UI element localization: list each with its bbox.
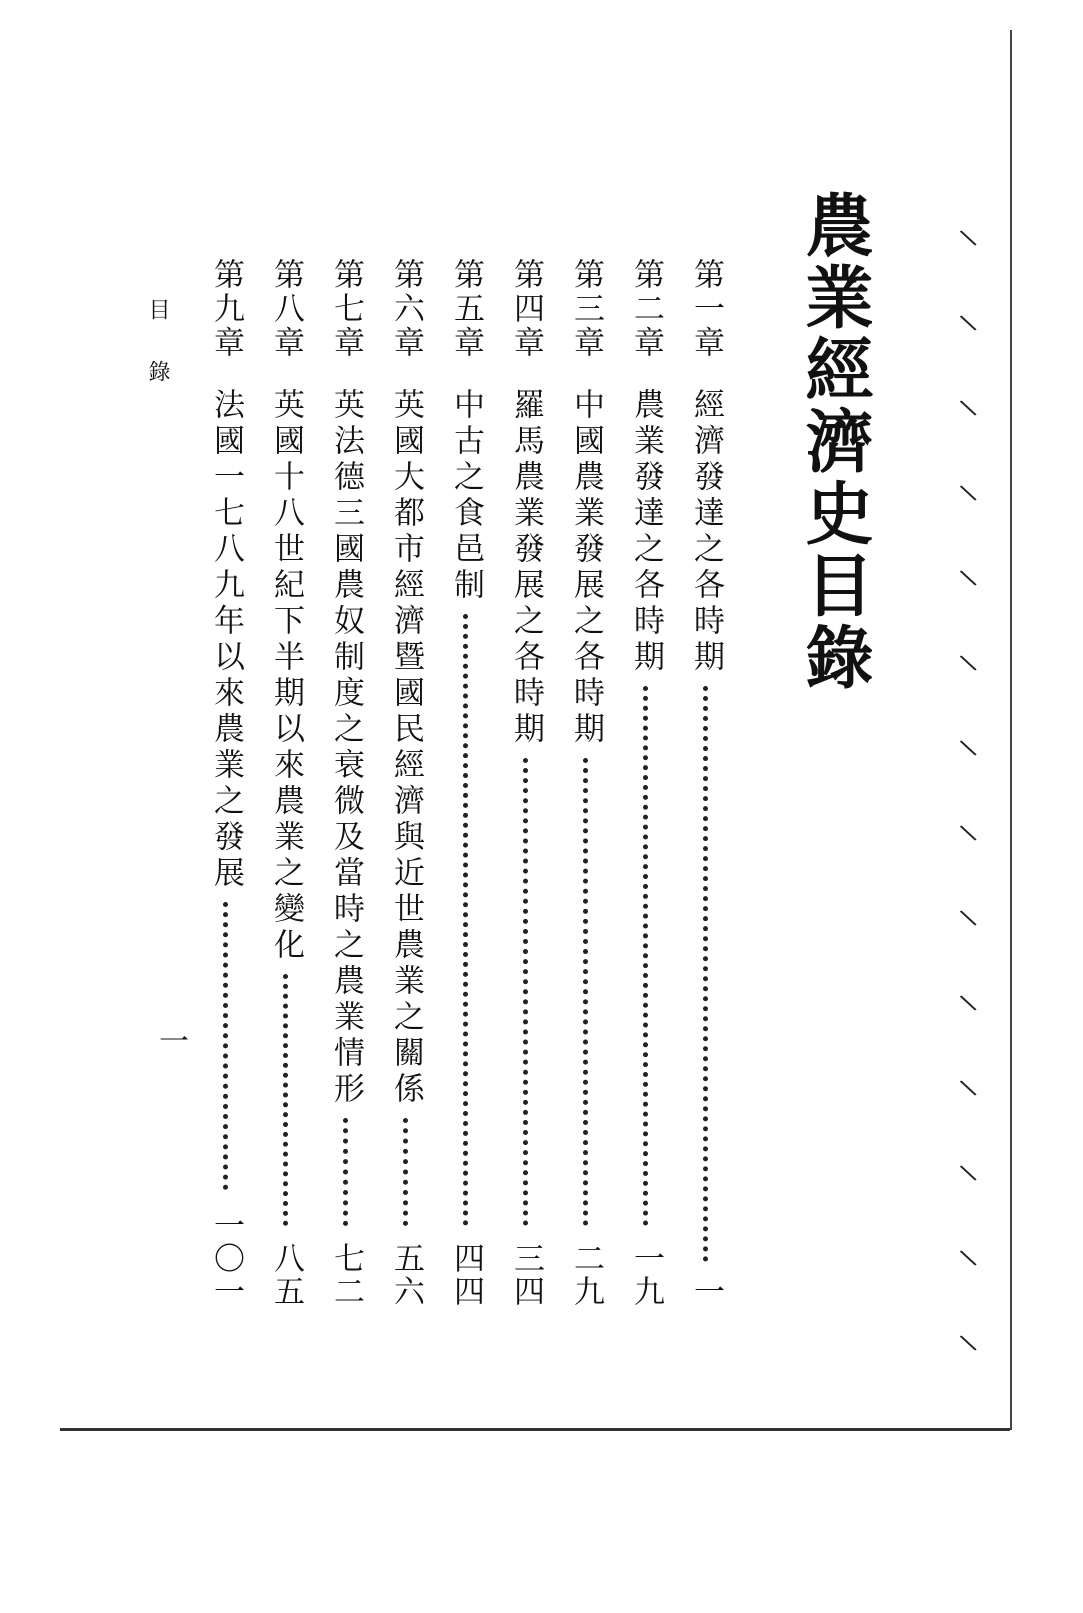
page-number: 一 <box>153 1025 188 1055</box>
chapter-number: 第四章 <box>508 258 544 360</box>
dot-leader <box>463 614 468 1226</box>
book-title: 農業經濟史目錄 <box>794 190 874 694</box>
chapter-number: 第六章 <box>388 258 424 360</box>
chapter-page-number: 七二 <box>328 1242 364 1308</box>
edge-ink-mark: ∖ <box>954 1158 982 1190</box>
chapter-title: 英法德三國農奴制度之衰微及當時之農業情形 <box>328 388 364 1108</box>
toc-entry <box>446 258 486 1308</box>
edge-ink-mark: ∖ <box>954 648 982 680</box>
chapter-title: 中國農業發展之各時期 <box>568 388 604 748</box>
chapter-page-number: 八五 <box>268 1242 304 1308</box>
dot-leader <box>643 686 648 1226</box>
chapter-page-number: 三四 <box>508 1242 544 1308</box>
chapter-title: 羅馬農業發展之各時期 <box>508 388 544 748</box>
edge-ink-mark: ∖ <box>954 478 982 510</box>
chapter-title: 法國一七八九年以來農業之發展 <box>208 388 244 892</box>
edge-ink-mark: ∖ <box>954 733 982 765</box>
chapter-title: 英國大都市經濟暨國民經濟與近世農業之關係 <box>388 388 424 1108</box>
edge-ink-mark: ∖ <box>954 903 982 935</box>
chapter-title: 農業發達之各時期 <box>628 388 664 676</box>
chapter-number: 第七章 <box>328 258 364 360</box>
chapter-title: 英國十八世紀下半期以來農業之變化 <box>268 388 304 964</box>
dot-leader <box>403 1118 408 1226</box>
toc-entry <box>626 258 666 1308</box>
chapter-page-number: 一〇一 <box>208 1209 244 1308</box>
toc-entry <box>566 258 606 1308</box>
edge-ink-mark: ∖ <box>954 223 982 255</box>
toc-entry <box>386 258 426 1308</box>
edge-ink-mark: ∖ <box>954 1243 982 1275</box>
edge-ink-mark: ∖ <box>954 1073 982 1105</box>
edge-ink-mark: ∖ <box>954 988 982 1020</box>
dot-leader <box>283 974 288 1226</box>
chapter-page-number: 一 <box>688 1275 724 1308</box>
edge-ink-mark: ∖ <box>954 563 982 595</box>
chapter-page-number: 二九 <box>568 1242 604 1308</box>
chapter-number: 第二章 <box>628 258 664 360</box>
dot-leader <box>223 902 228 1190</box>
toc-entry <box>686 258 726 1308</box>
running-head: 目錄 <box>145 298 170 422</box>
chapter-number: 第九章 <box>208 258 244 360</box>
bottom-rule <box>60 1428 1010 1431</box>
dot-leader <box>523 758 528 1226</box>
toc-entry <box>506 258 546 1308</box>
edge-ink-mark: ∖ <box>954 308 982 340</box>
dot-leader <box>703 686 708 1262</box>
chapter-page-number: 四四 <box>448 1242 484 1308</box>
dot-leader <box>583 758 588 1226</box>
edge-ink-mark: ∖ <box>954 393 982 425</box>
chapter-title: 經濟發達之各時期 <box>688 388 724 676</box>
chapter-number: 第一章 <box>688 258 724 360</box>
chapter-page-number: 五六 <box>388 1242 424 1308</box>
page-edge-rule <box>1010 30 1012 1430</box>
toc-entry <box>326 258 366 1308</box>
chapter-number: 第五章 <box>448 258 484 360</box>
dot-leader <box>343 1118 348 1226</box>
toc-entry <box>206 258 246 1308</box>
chapter-page-number: 一九 <box>628 1242 664 1308</box>
edge-ink-mark: ∖ <box>954 1328 982 1360</box>
toc-entry <box>266 258 306 1308</box>
chapter-number: 第三章 <box>568 258 604 360</box>
chapter-title: 中古之食邑制 <box>448 388 484 604</box>
edge-ink-mark: ∖ <box>954 818 982 850</box>
chapter-number: 第八章 <box>268 258 304 360</box>
